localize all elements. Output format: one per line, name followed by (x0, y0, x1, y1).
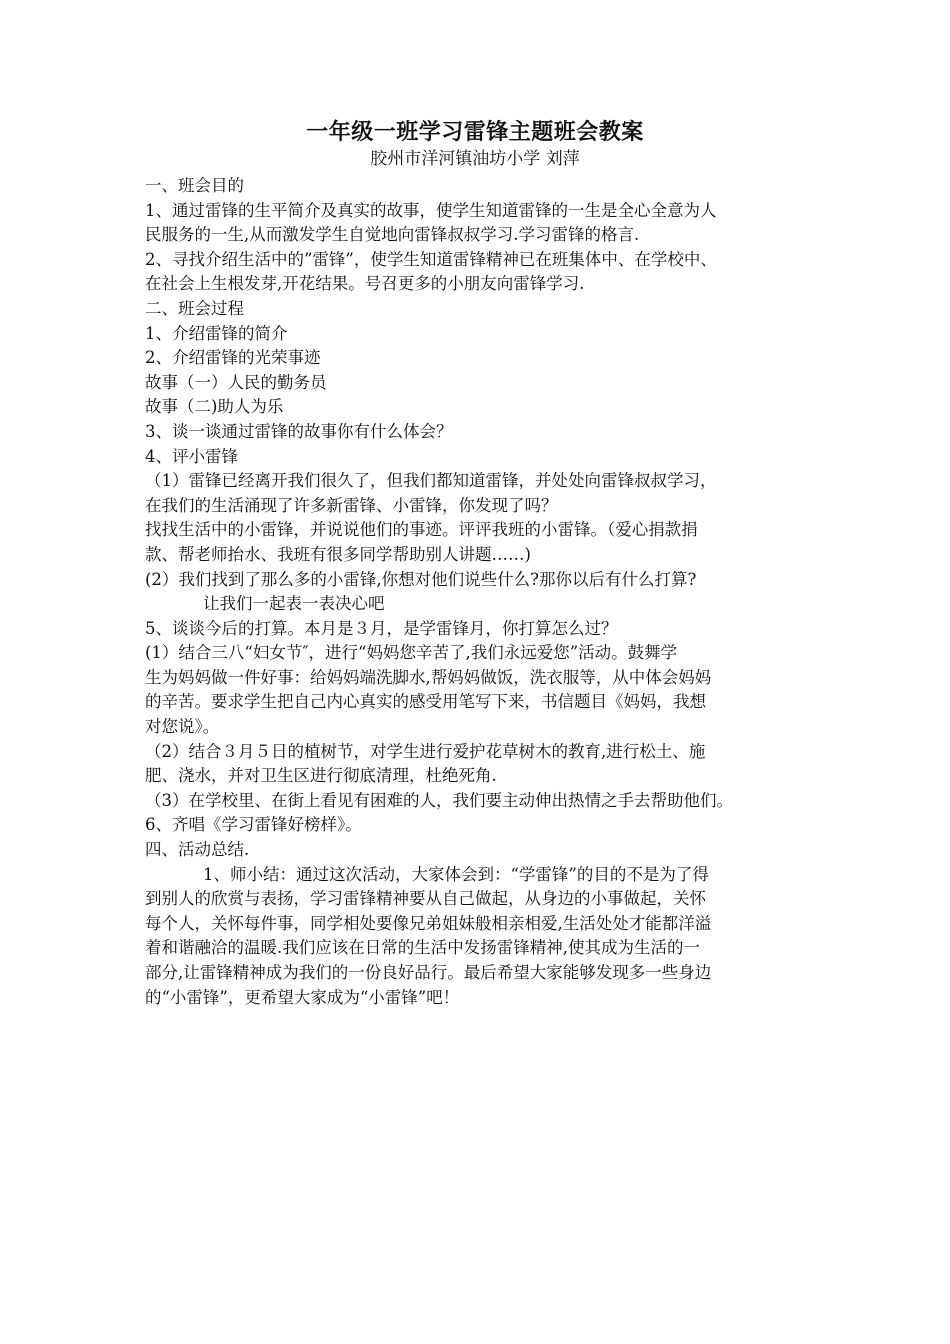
paragraph-line: 的“小雷锋”，更希望大家成为“小雷锋”吧！ (145, 987, 460, 1007)
section-heading: 四、活动总结. (145, 840, 250, 860)
paragraph-line: 5、谈谈今后的打算。本月是３月，是学雷锋月，你打算怎么过？ (145, 618, 618, 638)
document-subtitle: 胶州市洋河镇油坊小学 刘萍 (370, 149, 580, 169)
paragraph-line: 款、帮老师抬水、我班有很多同学帮助别人讲题……) (145, 544, 531, 564)
paragraph-line: 的辛苦。要求学生把自己内心真实的感受用笔写下来，书信题目《妈妈，我想 (145, 692, 706, 712)
paragraph-line: 6、齐唱《学习雷锋好榜样》。 (145, 815, 362, 835)
paragraph-line: 2、寻找介绍生活中的”雷锋”，使学生知道雷锋精神已在班集体中、在学校中、 (145, 249, 717, 269)
paragraph-line: 生为妈妈做一件好事：给妈妈端洗脚水,帮妈妈做饭，洗衣服等，从中体会妈妈 (145, 667, 712, 687)
paragraph-line: 到别人的欣赏与表扬，学习雷锋精神要从自己做起，从身边的小事做起，关怀 (145, 889, 706, 909)
paragraph-line: （1）雷锋已经离开我们很久了，但我们都知道雷锋，并处处向雷锋叔叔学习， (145, 471, 717, 491)
paragraph-line: 部分,让雷锋精神成为我们的一份良好品行。最后希望大家能够发现多一些身边 (145, 963, 712, 982)
paragraph-line: （3）在学校里、在街上看见有困难的人，我们要主动伸出热情之手去帮助他们。 (145, 790, 733, 810)
document-title: 一年级一班学习雷锋主题班会教案 (306, 120, 644, 145)
paragraph-line: 3、谈一谈通过雷锋的故事你有什么体会？ (145, 421, 453, 441)
paragraph-line: (2）我们找到了那么多的小雷锋,你想对他们说些什么?那你以后有什么打算? (145, 569, 697, 589)
paragraph-line: 着和谐融洽的温暖.我们应该在日常的生活中发扬雷锋精神,使其成为生活的一 (145, 938, 700, 958)
paragraph-line: 让我们一起表一表决心吧 (203, 594, 385, 614)
paragraph-line: 故事（一）人民的勤务员 (145, 372, 327, 392)
paragraph-line: 民服务的一生,从而激发学生自觉地向雷锋叔叔学习.学习雷锋的格言. (145, 225, 640, 245)
paragraph-line: 在我们的生活涌现了许多新雷锋、小雷锋，你发现了吗？ (145, 495, 558, 515)
section-heading: 二、班会过程 (145, 298, 244, 318)
paragraph-line: 肥、浇水，并对卫生区进行彻底清理，杜绝死角. (145, 766, 497, 786)
paragraph-line: 2、介绍雷锋的光荣事迹 (145, 348, 321, 368)
paragraph-line: （2）结合３月５日的植树节，对学生进行爱护花草树木的教育,进行松土、施 (145, 741, 706, 761)
paragraph-line: 在社会上生根发芽,开花结果。号召更多的小朋友向雷锋学习. (145, 274, 585, 294)
paragraph-line: 对您说》。 (145, 717, 220, 737)
paragraph-line: 1、师小结：通过这次活动，大家体会到：“学雷锋”的目的不是为了得 (203, 864, 709, 884)
paragraph-line: (1）结合三八“妇女节″，进行“妈妈您辛苦了,我们永远爱您”活动。鼓舞学 (145, 643, 678, 663)
paragraph-line: 故事（二)助人为乐 (145, 397, 284, 417)
paragraph-line: 每个人，关怀每件事，同学相处要像兄弟姐妹般相亲相爱,生活处处才能都洋溢 (145, 913, 712, 933)
paragraph-line: 1、通过雷锋的生平简介及真实的故事，使学生知道雷锋的一生是全心全意为人 (145, 200, 717, 220)
section-heading: 一、班会目的 (145, 176, 244, 195)
paragraph-line: 找找生活中的小雷锋，并说说他们的事迹。评评我班的小雷锋。（爱心捐款捐 (145, 520, 698, 540)
paragraph-line: 4、评小雷锋 (145, 446, 238, 466)
paragraph-line: 1、介绍雷锋的简介 (145, 323, 288, 343)
document-body (145, 174, 825, 1010)
